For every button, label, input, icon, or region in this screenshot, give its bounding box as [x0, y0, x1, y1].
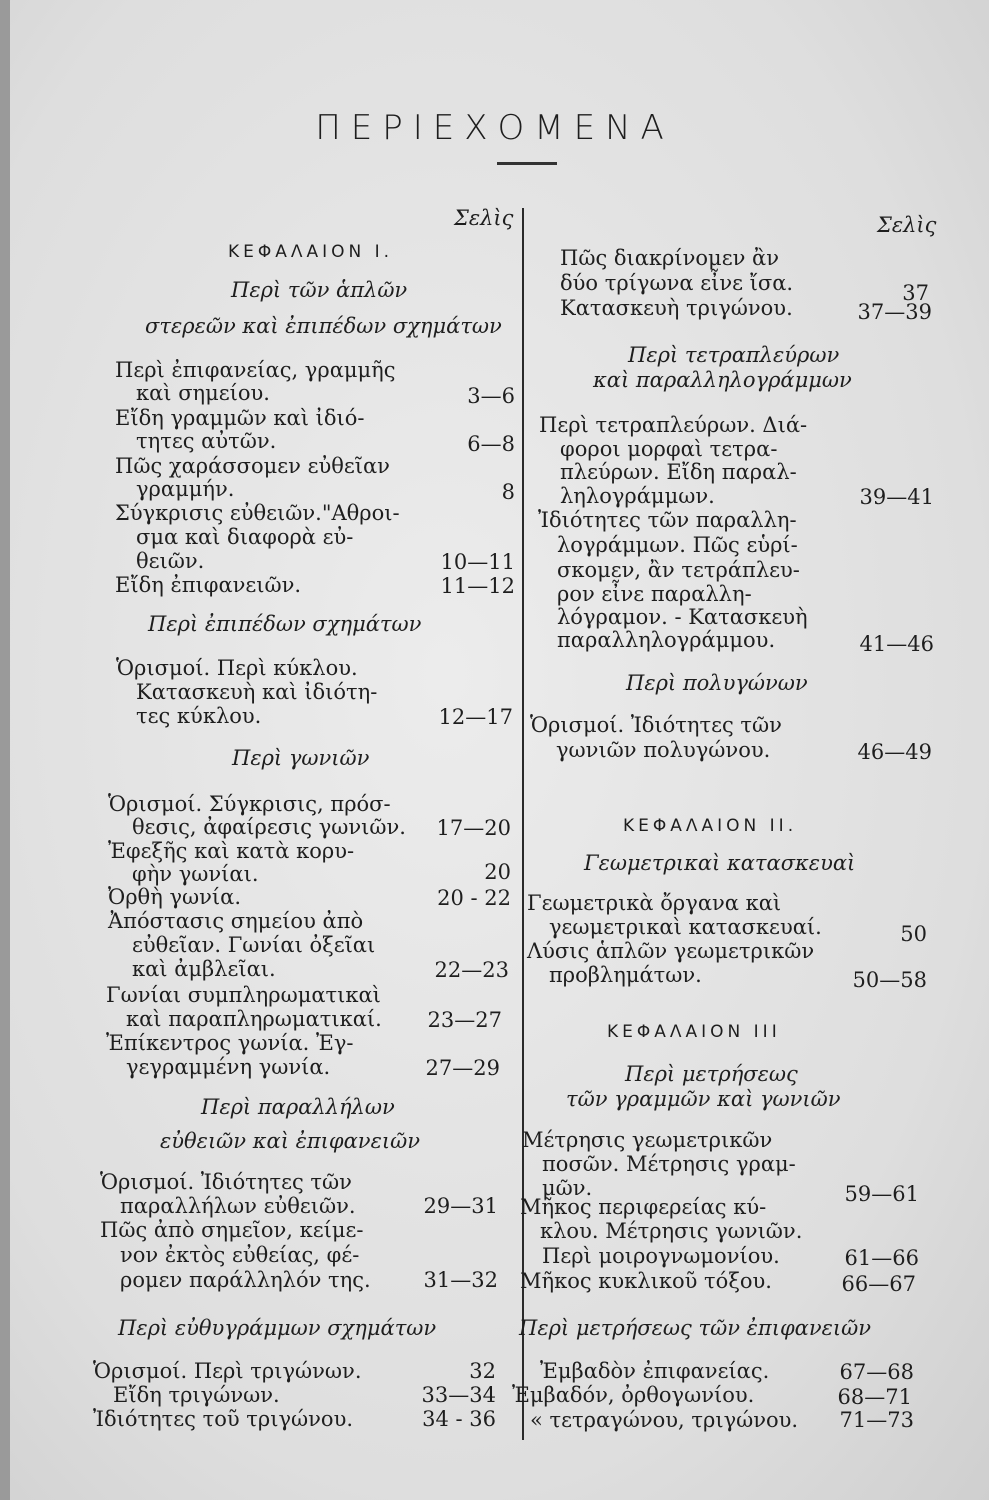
- page-number: 61—66: [844, 1246, 919, 1270]
- page-number: 39—41: [859, 485, 934, 509]
- entry-text: μῶν.: [542, 1176, 593, 1200]
- section-heading: στερεῶν καὶ ἐπιπέδων σχημάτων: [145, 314, 502, 338]
- entry-text: Λύσις ἁπλῶν γεωμετρικῶν: [527, 939, 815, 963]
- entry-text: Περὶ μοιρογνωμονίου.: [542, 1244, 780, 1268]
- page-number: 3—6: [467, 384, 515, 408]
- left-page-label: Σελὶς: [454, 206, 514, 230]
- entry-text: ρον εἶνε παραλλη-: [557, 582, 752, 606]
- entry-text: Γεωμετρικὰ ὄργανα καὶ: [527, 891, 782, 915]
- entry-text: καὶ ἀμβλεῖαι.: [132, 957, 276, 981]
- page-number: 10—11: [440, 550, 515, 574]
- entry-text: Ὁρισμοί. Περὶ κύκλου.: [116, 656, 358, 680]
- entry-text: καὶ σημείου.: [136, 381, 270, 405]
- section-heading: Περὶ παραλλήλων: [201, 1095, 395, 1119]
- right-page-label: Σελὶς: [877, 213, 937, 237]
- section-heading: καὶ παραλληλογράμμων: [593, 368, 852, 392]
- entry-text: Πῶς χαράσσομεν εὐθεῖαν: [115, 454, 390, 478]
- section-heading: Περὶ πολυγώνων: [626, 671, 808, 695]
- entry-text: φοροι μορφαὶ τετρα-: [560, 437, 778, 461]
- entry-text: λογράμμων. Πῶς εὑρί-: [557, 533, 798, 557]
- entry-text: Κατασκευὴ καὶ ἰδιότη-: [136, 680, 378, 704]
- page-number: 50—58: [852, 968, 927, 992]
- section-heading: Περὶ μετρήσεως τῶν ἐπιφανειῶν: [519, 1316, 871, 1340]
- chapter-2-heading: ΚΕΦΑΛΑΙΟΝ ΙΙ.: [623, 816, 798, 836]
- entry-text: γεωμετρικαὶ κατασκευαί.: [549, 915, 822, 939]
- entry-text: Γωνίαι συμπληρωματικαὶ: [106, 983, 381, 1007]
- entry-text: καὶ παραπληρωματικαί.: [126, 1007, 382, 1031]
- entry-text: Μῆκος περιφερείας κύ-: [520, 1195, 767, 1219]
- entry-text: Περὶ ἐπιφανείας, γραμμῆς: [115, 358, 396, 382]
- entry-text: Ὁρισμοί. Ἰδιότητες τῶν: [530, 713, 782, 737]
- entry-text: γραμμήν.: [136, 477, 235, 501]
- section-heading: Περὶ γωνιῶν: [232, 746, 370, 770]
- entry-text: φὴν γωνίαι.: [132, 862, 259, 886]
- page-number: 67—68: [839, 1360, 914, 1384]
- entry-text: Περὶ τετραπλεύρων. Διά-: [539, 413, 808, 437]
- page-number: 23—27: [427, 1008, 502, 1032]
- entry-text: Ἐμβαδὸν ἐπιφανείας.: [540, 1359, 770, 1383]
- section-heading: Περὶ μετρήσεως: [625, 1062, 798, 1086]
- page-number: 22—23: [434, 958, 509, 982]
- page-number: 6—8: [467, 432, 515, 456]
- entry-text: λόγραμον. - Κατασκευὴ: [557, 605, 808, 629]
- entry-text: Ἐπίκεντρος γωνία. Ἐγ-: [106, 1031, 354, 1055]
- entry-text: εὐθεῖαν. Γωνίαι ὀξεῖαι: [132, 933, 376, 957]
- entry-text: σμα καὶ διαφορὰ εὐ-: [136, 525, 354, 549]
- entry-text: Μῆκος κυκλικοῦ τόξου.: [520, 1269, 772, 1293]
- entry-text: Εἴδη ἐπιφανειῶν.: [115, 573, 302, 597]
- entry-text: ληλογράμμων.: [560, 484, 715, 508]
- chapter-3-heading: ΚΕΦΑΛΑΙΟΝ ΙΙΙ: [607, 1022, 781, 1042]
- page-number: 12—17: [438, 705, 513, 729]
- page-number: 71—73: [839, 1408, 914, 1432]
- entry-text: κλου. Μέτρησις γωνιῶν.: [540, 1219, 803, 1243]
- entry-text: Ἀπόστασις σημείου ἀπὸ: [108, 909, 364, 933]
- page-number: 8: [501, 480, 515, 504]
- entry-text: Πῶς ἀπὸ σημεῖον, κείμε-: [100, 1218, 364, 1242]
- column-divider: [522, 208, 524, 1440]
- entry-text: Ὁρισμοί. Σύγκρισις, πρόσ-: [108, 792, 391, 816]
- entry-text: ρομεν παράλληλόν της.: [120, 1268, 371, 1292]
- page-number: 32: [469, 1359, 496, 1383]
- entry-text: γεγραμμένη γωνία.: [126, 1055, 331, 1079]
- entry-text: Εἴδη τριγώνων.: [113, 1383, 280, 1407]
- page-number: 34 - 36: [422, 1407, 496, 1431]
- page-number: 37: [902, 281, 929, 305]
- entry-text: Κατασκευὴ τριγώνου.: [560, 296, 793, 320]
- section-heading: Περὶ τῶν ἁπλῶν: [231, 278, 408, 302]
- page-number: 37—39: [857, 300, 932, 324]
- entry-text: Σύγκρισις εὐθειῶν."Αθροι-: [115, 501, 400, 525]
- entry-text: δύο τρίγωνα εἶνε ἴσα.: [560, 271, 794, 295]
- entry-text: Ὁρισμοί. Περὶ τριγώνων.: [93, 1359, 362, 1383]
- page-number: 46—49: [857, 740, 932, 764]
- section-heading: εὐθειῶν καὶ ἐπιφανειῶν: [160, 1129, 420, 1153]
- section-heading: Περὶ εὐθυγράμμων σχημάτων: [118, 1316, 437, 1340]
- chapter-1-heading: ΚΕΦΑΛΑΙΟΝ Ι.: [228, 242, 394, 262]
- page-spine-shadow: [0, 0, 10, 1500]
- section-heading: Περὶ τετραπλεύρων: [628, 343, 840, 367]
- entry-text: τες κύκλου.: [136, 704, 262, 728]
- entry-text: σκομεν, ἂν τετράπλευ-: [557, 558, 800, 582]
- entry-text: νον ἐκτὸς εὐθείας, φέ-: [120, 1243, 360, 1267]
- page-number: 27—29: [425, 1056, 500, 1080]
- entry-text: τητες αὐτῶν.: [136, 429, 277, 453]
- entry-text: παραλλήλων εὐθειῶν.: [120, 1194, 356, 1218]
- entry-text: Ἐφεξῆς καὶ κατὰ κορυ-: [108, 839, 355, 863]
- entry-text: Πῶς διακρίνομεν ἂν: [560, 246, 779, 270]
- page-number: 17—20: [436, 816, 511, 840]
- page-number: 31—32: [423, 1268, 498, 1292]
- page-number: 20 - 22: [437, 886, 511, 910]
- page-number: 11—12: [440, 574, 515, 598]
- section-heading: Γεωμετρικαὶ κατασκευαὶ: [584, 851, 856, 875]
- entry-text: θεσις, ἀφαίρεσις γωνιῶν.: [132, 815, 406, 839]
- entry-text: παραλληλογράμμου.: [557, 628, 776, 652]
- section-heading: τῶν γραμμῶν καὶ γωνιῶν: [566, 1087, 841, 1111]
- page-number: 68—71: [837, 1385, 912, 1409]
- entry-text: « τετραγώνου, τριγώνου.: [530, 1408, 799, 1432]
- title-rule: [497, 162, 557, 165]
- entry-text: Ἐμβαδόν, ὀρθογωνίου.: [512, 1383, 755, 1407]
- page-number: 33—34: [421, 1383, 496, 1407]
- entry-text: ποσῶν. Μέτρησις γραμ-: [542, 1152, 796, 1176]
- entry-text: Ὁρισμοί. Ἰδιότητες τῶν: [100, 1170, 352, 1194]
- entry-text: Ἰδιότητες τοῦ τριγώνου.: [93, 1407, 354, 1431]
- entry-text: γωνιῶν πολυγώνου.: [556, 738, 771, 762]
- entry-text: προβλημάτων.: [549, 963, 702, 987]
- page-number: 41—46: [859, 632, 934, 656]
- page-number: 50: [900, 922, 927, 946]
- entry-text: Ἰδιότητες τῶν παραλλη-: [538, 508, 797, 532]
- section-heading: Περὶ ἐπιπέδων σχημάτων: [148, 612, 422, 636]
- entry-text: Μέτρησις γεωμετρικῶν: [522, 1128, 773, 1152]
- entry-text: Ὀρθὴ γωνία.: [108, 885, 241, 909]
- entry-text: θειῶν.: [136, 549, 205, 573]
- page-number: 66—67: [841, 1272, 916, 1296]
- page-number: 59—61: [844, 1182, 919, 1206]
- page-number: 20: [484, 860, 511, 884]
- entry-text: πλεύρων. Εἴδη παραλ-: [560, 460, 797, 484]
- entry-text: Εἴδη γραμμῶν καὶ ἰδιό-: [115, 406, 365, 430]
- page-title: ΠΕΡΙΕΧΟΜΕΝΑ: [315, 108, 674, 148]
- page-number: 29—31: [423, 1194, 498, 1218]
